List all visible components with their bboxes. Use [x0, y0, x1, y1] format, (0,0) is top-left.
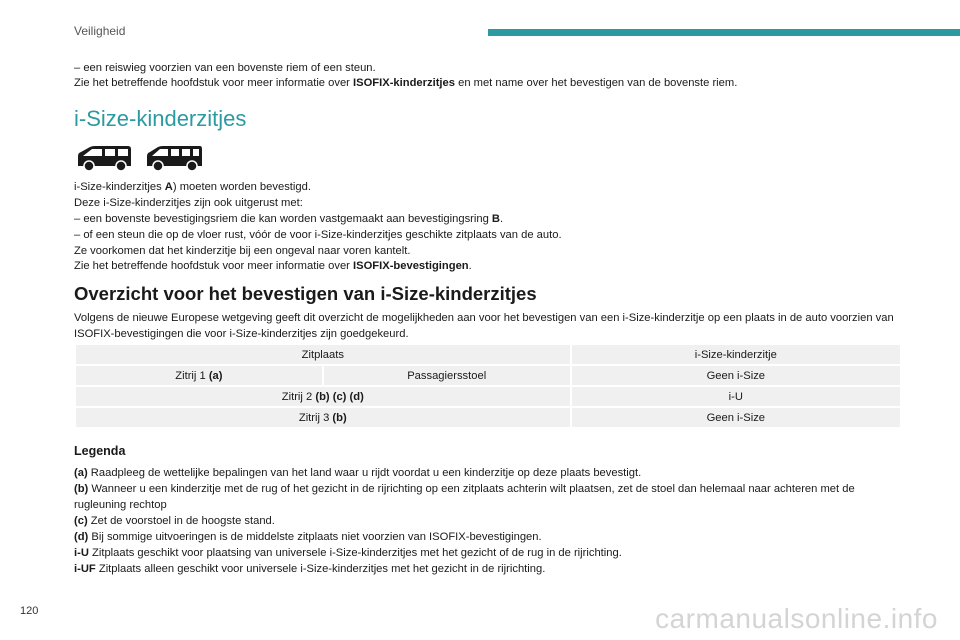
legend-item-a: (a) Raadpleeg de wettelijke bepalingen van het land waar u rijdt voordat u een kinderzitje op deze plaats bevestigt.	[74, 467, 642, 479]
van-icon	[74, 144, 134, 172]
isize-overview-table	[74, 343, 902, 429]
table-header-seat: Zitplaats	[75, 344, 571, 365]
legend-item-iu: i-U Zitplaats geschikt voor plaatsing van universele i-Size-kinderzitjes met het gezicht of de rug in de rijrichting.	[74, 547, 622, 559]
isize-para-1: i-Size-kinderzitjes A) moeten worden bevestigd.	[74, 181, 311, 193]
table-cell-row: Zitrij 3 (b)	[75, 407, 571, 428]
table-cell-value: Geen i-Size	[571, 407, 901, 428]
header-accent-bar	[488, 29, 960, 36]
legend-item-b: (b) Wanneer u een kinderzitje met de rug of het gezicht in de rijrichting op een zitplaats achterin wilt plaatsen, zet de stoel dan helemaal naar achteren met de	[74, 483, 855, 495]
table-cell-row: Zitrij 2 (b) (c) (d)	[75, 386, 571, 407]
legend-item-d: (d) Bij sommige uitvoeringen is de middelste zitplaats niet voorzien van ISOFIX-bevestigingen.	[74, 531, 542, 543]
legend-item-c: (c) Zet de voorstoel in de hoogste stand.	[74, 515, 275, 527]
overview-para-1: Volgens de nieuwe Europese wetgeving geeft dit overzicht de mogelijkheden aan voor het bevestigen van een i-Size-kinderzitje op een plaats in de auto voorzien van	[74, 312, 894, 324]
table-header-row	[75, 344, 901, 365]
link-isofix-bevestigingen: ISOFIX-bevestigingen	[353, 260, 469, 272]
isize-para-6: Zie het betreffende hoofdstuk voor meer informatie over ISOFIX-bevestigingen.	[74, 260, 472, 272]
isize-para-4: – of een steun die op de vloer rust, vóór de voor i-Size-kinderzitjes geschikte zitplaats van de auto.	[74, 229, 562, 241]
van-long-icon	[144, 144, 204, 172]
table-row	[75, 407, 901, 428]
isize-para-2: Deze i-Size-kinderzitjes zijn ook uitgerust met:	[74, 197, 303, 209]
table-cell-row: Zitrij 1 (a)	[75, 365, 323, 386]
legend-item-b-cont: rugleuning rechtop	[74, 499, 167, 511]
table-header-isize: i-Size-kinderzitje	[571, 344, 901, 365]
header-section-title: Veiligheid	[74, 24, 126, 38]
page-number: 120	[20, 605, 39, 617]
table-cell-seat: Passagiersstoel	[323, 365, 571, 386]
table-row	[75, 365, 901, 386]
table-cell-value: Geen i-Size	[571, 365, 901, 386]
link-isofix-kinderzitjes: ISOFIX-kinderzitjes	[353, 77, 455, 89]
watermark: carmanualsonline.info	[655, 603, 938, 634]
intro-line-1: – een reiswieg voorzien van een bovenste riem of een steun.	[74, 62, 376, 74]
overview-para-2: ISOFIX-bevestigingen die voor i-Size-kinderzitjes zijn goedgekeurd.	[74, 328, 409, 340]
intro-line-2: Zie het betreffende hoofdstuk voor meer informatie over ISOFIX-kinderzitjes en met name over het bevestigen van de bovenste riem.	[74, 77, 738, 89]
section-title-overview: Overzicht voor het bevestigen van i-Size-kinderzitjes	[74, 283, 537, 304]
isize-para-3: – een bovenste bevestigingsriem die kan worden vastgemaakt aan bevestigingsring B.	[74, 213, 504, 225]
section-title-isize: i-Size-kinderzitjes	[74, 106, 247, 131]
legend-title: Legenda	[74, 444, 126, 458]
isize-para-5: Ze voorkomen dat het kinderzitje bij een ongeval naar voren kantelt.	[74, 245, 411, 257]
table-cell-value: i-U	[571, 386, 901, 407]
table-row	[75, 386, 901, 407]
legend-item-iuf: i-UF Zitplaats alleen geschikt voor universele i-Size-kinderzitjes met het gezicht in de rijrichting.	[74, 563, 546, 575]
vehicle-icons	[74, 144, 204, 172]
